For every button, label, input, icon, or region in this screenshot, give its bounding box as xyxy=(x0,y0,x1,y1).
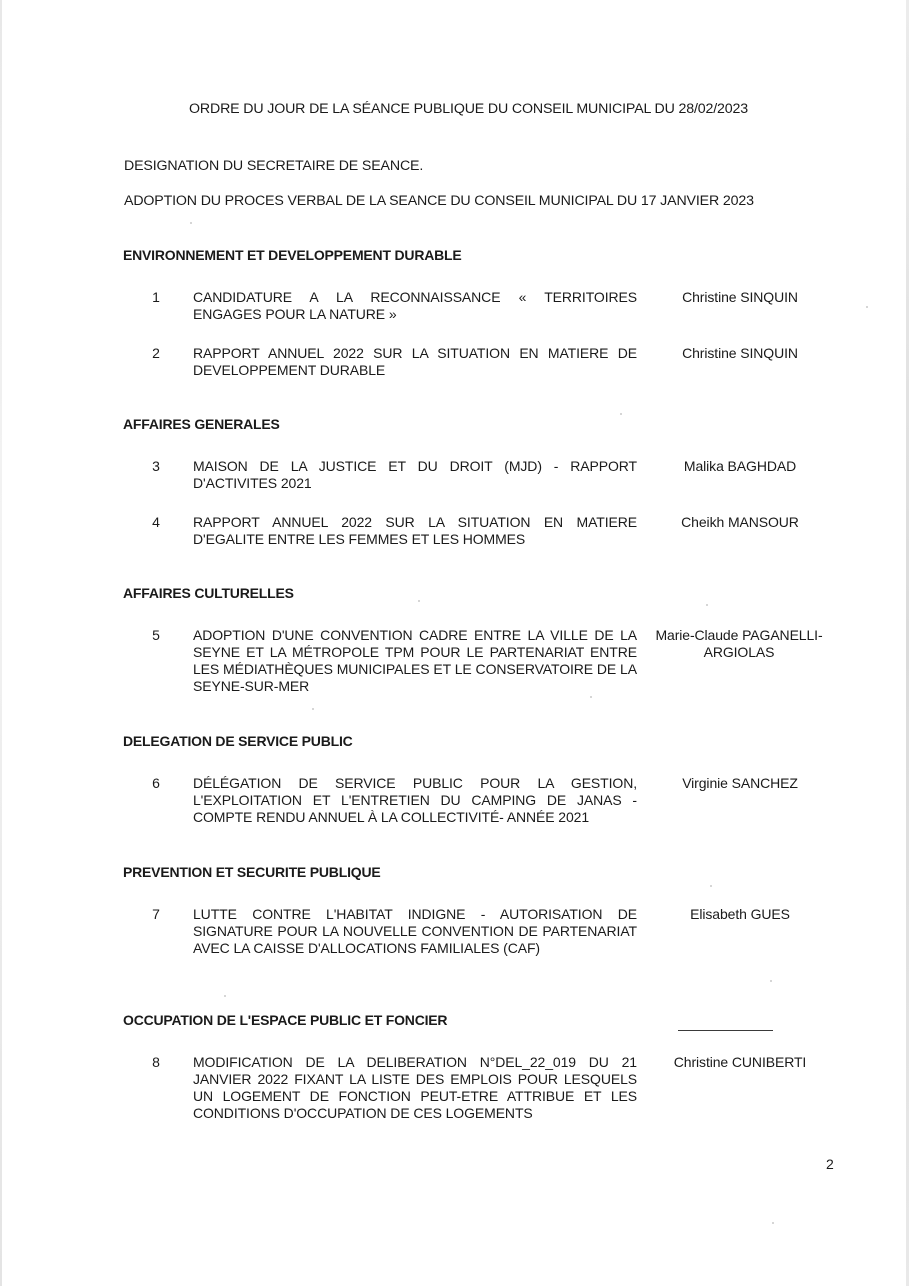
item-text: MODIFICATION DE LA DELIBERATION N°DEL_22_019 DU 21 JANVIER 2022 FIXANT LA LISTE DES EMPLOIS POUR LESQUELS UN LOGEMENT DE FONCTION PEUT-ETRE ATTRIBUE ET LES CONDITIONS D'OCCUPATION DE CES LOGEMENTS xyxy=(193,1054,637,1121)
item-rapporteur: Christine SINQUIN xyxy=(682,289,798,305)
document-title: ORDRE DU JOUR DE LA SÉANCE PUBLIQUE DU CONSEIL MUNICIPAL DU 28/02/2023 xyxy=(189,101,748,117)
item-number: 8 xyxy=(152,1054,160,1070)
section-heading-affaires-generales: AFFAIRES GENERALES xyxy=(123,416,280,432)
item-rapporteur: Malika BAGHDAD xyxy=(683,458,797,474)
scan-speck xyxy=(620,413,622,415)
scan-speck xyxy=(418,600,420,602)
scan-speck xyxy=(706,604,708,606)
scan-speck xyxy=(312,708,314,710)
item-rapporteur: Marie-Claude PAGANELLI-ARGIOLAS xyxy=(655,627,823,660)
item-number: 2 xyxy=(152,345,160,361)
scan-speck xyxy=(224,995,226,997)
preamble-secretary: DESIGNATION DU SECRETAIRE DE SEANCE. xyxy=(124,158,424,174)
item-number: 5 xyxy=(152,627,160,643)
item-text: RAPPORT ANNUEL 2022 SUR LA SITUATION EN MATIERE D'EGALITE ENTRE LES FEMMES ET LES HOMMES xyxy=(193,514,637,547)
scan-edge-left xyxy=(0,0,2,1286)
preamble-adoption-pv: ADOPTION DU PROCES VERBAL DE LA SEANCE DU CONSEIL MUNICIPAL DU 17 JANVIER 2023 xyxy=(124,193,754,209)
section-heading-delegation-service-public: DELEGATION DE SERVICE PUBLIC xyxy=(123,733,353,749)
item-number: 6 xyxy=(152,775,160,791)
page-number: 2 xyxy=(826,1156,834,1172)
item-text: DÉLÉGATION DE SERVICE PUBLIC POUR LA GESTION, L'EXPLOITATION ET L'ENTRETIEN DU CAMPING DE JANAS - COMPTE RENDU ANNUEL À LA COLLECTIVITÉ- ANNÉE 2021 xyxy=(193,775,637,825)
item-text: RAPPORT ANNUEL 2022 SUR LA SITUATION EN MATIERE DE DEVELOPPEMENT DURABLE xyxy=(193,345,637,378)
item-rapporteur: Elisabeth GUES xyxy=(690,906,790,922)
section-heading-affaires-culturelles: AFFAIRES CULTURELLES xyxy=(123,585,294,601)
item-number: 3 xyxy=(152,458,160,474)
section-heading-environnement: ENVIRONNEMENT ET DEVELOPPEMENT DURABLE xyxy=(123,247,462,263)
scan-speck xyxy=(190,222,192,224)
item-number: 7 xyxy=(152,906,160,922)
item-text: CANDIDATURE A LA RECONNAISSANCE « TERRITOIRES ENGAGES POUR LA NATURE » xyxy=(193,289,637,322)
scan-speck xyxy=(866,306,868,308)
item-number: 4 xyxy=(152,514,160,530)
item-text: MAISON DE LA JUSTICE ET DU DROIT (MJD) - RAPPORT D'ACTIVITES 2021 xyxy=(193,458,637,491)
item-text: LUTTE CONTRE L'HABITAT INDIGNE - AUTORISATION DE SIGNATURE POUR LA NOUVELLE CONVENTION DE PARTENARIAT AVEC LA CAISSE D'ALLOCATIONS FAMILIALES (CAF) xyxy=(193,906,637,956)
item-number: 1 xyxy=(152,289,160,305)
scan-speck xyxy=(770,980,772,982)
scan-speck xyxy=(590,696,592,698)
section-heading-prevention-securite: PREVENTION ET SECURITE PUBLIQUE xyxy=(123,864,381,880)
item-text: ADOPTION D'UNE CONVENTION CADRE ENTRE LA VILLE DE LA SEYNE ET LA MÉTROPOLE TPM POUR LE PARTENARIAT ENTRE LES MÉDIATHÈQUES MUNICIPALES ET LE CONSERVATOIRE DE LA SEYNE-SUR-MER xyxy=(193,627,637,694)
item-rapporteur: Christine SINQUIN xyxy=(682,345,798,361)
item-rapporteur: Virginie SANCHEZ xyxy=(682,775,798,791)
separator-line xyxy=(678,1030,773,1031)
item-rapporteur: Christine CUNIBERTI xyxy=(673,1054,807,1070)
item-rapporteur: Cheikh MANSOUR xyxy=(681,514,799,530)
scan-speck xyxy=(710,885,712,887)
scan-speck xyxy=(772,1222,774,1224)
section-heading-occupation-espace-public: OCCUPATION DE L'ESPACE PUBLIC ET FONCIER xyxy=(123,1012,448,1028)
